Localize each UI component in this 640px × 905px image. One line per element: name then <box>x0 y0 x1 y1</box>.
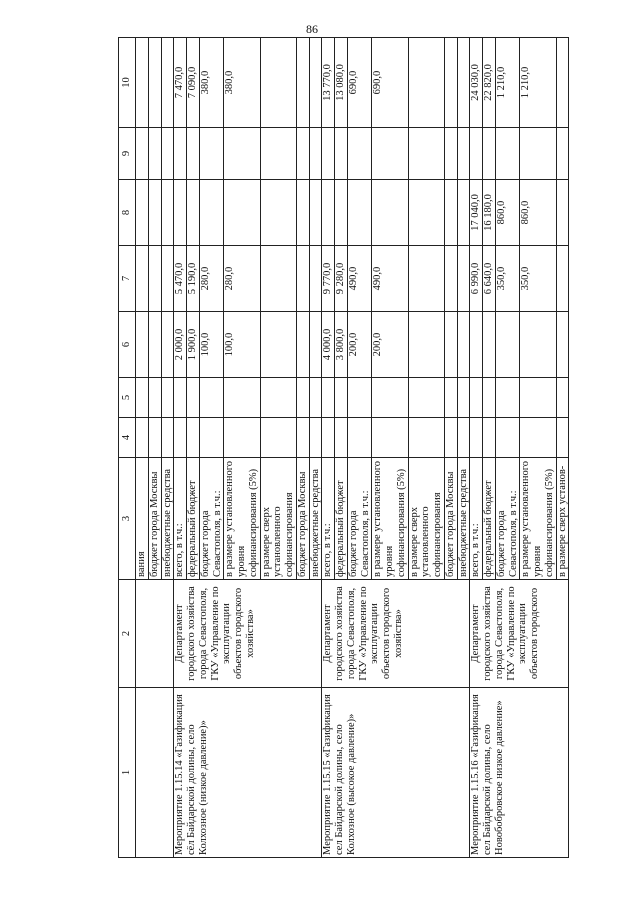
cell-col5 <box>520 378 556 418</box>
amount-c9 <box>495 128 520 180</box>
cell-col4 <box>372 418 408 458</box>
source-of-funding: бюджет города Москвы <box>148 458 161 580</box>
cell-col5 <box>224 378 260 418</box>
table-row <box>322 38 335 858</box>
table-row <box>136 38 149 858</box>
cell-col5 <box>347 378 372 418</box>
amount-c9 <box>260 128 296 180</box>
amount-c9 <box>224 128 260 180</box>
amount-c7: 350,0 <box>495 246 520 312</box>
cell-col4 <box>335 418 348 458</box>
source-of-funding: всего, в т.ч.: <box>174 458 187 580</box>
amount-c9 <box>335 128 348 180</box>
amount-c10 <box>136 38 149 128</box>
column-header: 2 <box>119 580 136 688</box>
source-of-funding: в размере установленного уровня софинансирования (5%) <box>520 458 556 580</box>
amount-c8: 860,0 <box>495 180 520 246</box>
cell-col4 <box>495 418 520 458</box>
column-header: 7 <box>119 246 136 312</box>
table-body <box>136 38 569 858</box>
amount-c8 <box>347 180 372 246</box>
amount-c10: 13 080,0 <box>335 38 348 128</box>
amount-c10 <box>408 38 444 128</box>
amount-c6 <box>260 312 296 378</box>
cell-col4 <box>260 418 296 458</box>
amount-c9 <box>556 128 569 180</box>
amount-c6: 2 000,0 <box>174 312 187 378</box>
column-header: 8 <box>119 180 136 246</box>
amount-c8 <box>372 180 408 246</box>
amount-c8 <box>136 180 149 246</box>
amount-c9 <box>187 128 200 180</box>
amount-c6: 100,0 <box>224 312 260 378</box>
amount-c9 <box>296 128 309 180</box>
column-header: 10 <box>119 38 136 128</box>
cell-col4 <box>322 418 335 458</box>
column-header: 3 <box>119 458 136 580</box>
cell-col5 <box>457 378 470 418</box>
amount-c8 <box>187 180 200 246</box>
cell-col4 <box>483 418 496 458</box>
amount-c8: 17 040,0 <box>470 180 483 246</box>
source-of-funding: в размере сверх установ- <box>556 458 569 580</box>
amount-c10 <box>457 38 470 128</box>
amount-c6 <box>309 312 322 378</box>
column-header: 5 <box>119 378 136 418</box>
amount-c9 <box>309 128 322 180</box>
measure-name: Мероприятие 1.15.15 «Газификация сел Байдарской долины, село Колхозное (высокое давление)» <box>322 688 470 858</box>
source-of-funding: федеральный бюджет <box>335 458 348 580</box>
cell-col4 <box>224 418 260 458</box>
amount-c8 <box>408 180 444 246</box>
source-of-funding: в размере сверх установленного софинансирования <box>260 458 296 580</box>
amount-c9 <box>444 128 457 180</box>
cell-col4 <box>296 418 309 458</box>
table-row <box>470 38 483 858</box>
amount-c7 <box>136 246 149 312</box>
amount-c10: 380,0 <box>224 38 260 128</box>
amount-c9 <box>136 128 149 180</box>
source-of-funding: бюджет города Москвы <box>296 458 309 580</box>
amount-c8 <box>148 180 161 246</box>
amount-c6 <box>161 312 174 378</box>
cell-col5 <box>174 378 187 418</box>
cell-col5 <box>309 378 322 418</box>
cell-col5 <box>322 378 335 418</box>
amount-c6 <box>457 312 470 378</box>
amount-c9 <box>470 128 483 180</box>
amount-c9 <box>322 128 335 180</box>
amount-c7: 490,0 <box>372 246 408 312</box>
amount-c8 <box>161 180 174 246</box>
amount-c7 <box>296 246 309 312</box>
cell-col5 <box>187 378 200 418</box>
amount-c6 <box>136 312 149 378</box>
page-number: 86 <box>306 22 318 36</box>
amount-c10 <box>161 38 174 128</box>
amount-c7: 9 770,0 <box>322 246 335 312</box>
amount-c10: 24 030,0 <box>470 38 483 128</box>
cell-col4 <box>309 418 322 458</box>
cell-col4 <box>408 418 444 458</box>
amount-c8 <box>322 180 335 246</box>
amount-c10 <box>309 38 322 128</box>
amount-c10: 7 090,0 <box>187 38 200 128</box>
amount-c6: 1 900,0 <box>187 312 200 378</box>
funding-table <box>118 37 569 858</box>
amount-c8 <box>260 180 296 246</box>
amount-c8: 860,0 <box>520 180 556 246</box>
amount-c9 <box>408 128 444 180</box>
amount-c9 <box>372 128 408 180</box>
amount-c7 <box>260 246 296 312</box>
cell-col5 <box>483 378 496 418</box>
amount-c6: 100,0 <box>199 312 224 378</box>
amount-c7: 280,0 <box>224 246 260 312</box>
amount-c8 <box>335 180 348 246</box>
amount-c8 <box>457 180 470 246</box>
amount-c6 <box>520 312 556 378</box>
cell-col4 <box>520 418 556 458</box>
continued-col2 <box>136 580 174 688</box>
source-of-funding: всего, в т.ч.: <box>470 458 483 580</box>
source-of-funding: внебюджетные средства <box>161 458 174 580</box>
cell-col4 <box>174 418 187 458</box>
source-of-funding: федеральный бюджет <box>187 458 200 580</box>
continued-col1 <box>136 688 174 858</box>
source-of-funding: бюджет города Севастополя, в т.ч.: <box>495 458 520 580</box>
amount-c9 <box>457 128 470 180</box>
amount-c6: 200,0 <box>347 312 372 378</box>
cell-col5 <box>148 378 161 418</box>
cell-col4 <box>136 418 149 458</box>
measure-name: Мероприятие 1.15.16 «Газификация сел Байдарской долины, село Новобобровское низкое давление» <box>470 688 569 858</box>
amount-c7: 350,0 <box>520 246 556 312</box>
cell-col5 <box>444 378 457 418</box>
source-of-funding: внебюджетные средства <box>309 458 322 580</box>
amount-c10: 1 210,0 <box>495 38 520 128</box>
measure-executor: Департамент городского хозяйства города Севастополя, ГКУ «Управление по эксплуатации объектов городского <box>470 580 569 688</box>
amount-c7: 5 470,0 <box>174 246 187 312</box>
measure-executor: Департамент городского хозяйства города Севастополя, ГКУ «Управление по эксплуатации объектов городского хозяйства» <box>322 580 470 688</box>
source-of-funding: в размере установленного уровня софинансирования (5%) <box>224 458 260 580</box>
amount-c7: 6 640,0 <box>483 246 496 312</box>
cell-col5 <box>335 378 348 418</box>
cell-col5 <box>161 378 174 418</box>
cell-col5 <box>199 378 224 418</box>
source-of-funding: бюджет города Севастополя, в т.ч.: <box>347 458 372 580</box>
column-header: 9 <box>119 128 136 180</box>
amount-c6 <box>148 312 161 378</box>
amount-c10: 690,0 <box>347 38 372 128</box>
rotated-table-container <box>118 38 568 858</box>
table-row <box>174 38 187 858</box>
cell-col4 <box>444 418 457 458</box>
amount-c8 <box>296 180 309 246</box>
amount-c7 <box>309 246 322 312</box>
amount-c7 <box>556 246 569 312</box>
cell-col5 <box>556 378 569 418</box>
amount-c6 <box>556 312 569 378</box>
amount-c10: 13 770,0 <box>322 38 335 128</box>
amount-c8 <box>556 180 569 246</box>
amount-c9 <box>347 128 372 180</box>
amount-c6: 200,0 <box>372 312 408 378</box>
amount-c7: 6 990,0 <box>470 246 483 312</box>
cell-col5 <box>470 378 483 418</box>
cell-col4 <box>199 418 224 458</box>
amount-c8 <box>309 180 322 246</box>
amount-c6 <box>296 312 309 378</box>
amount-c10 <box>296 38 309 128</box>
amount-c7: 280,0 <box>199 246 224 312</box>
amount-c9 <box>520 128 556 180</box>
cell-col4 <box>347 418 372 458</box>
cell-col5 <box>372 378 408 418</box>
source-of-funding: федеральный бюджет <box>483 458 496 580</box>
amount-c10: 1 210,0 <box>520 38 556 128</box>
cell-col4 <box>161 418 174 458</box>
amount-c10 <box>260 38 296 128</box>
amount-c9 <box>161 128 174 180</box>
amount-c7: 490,0 <box>347 246 372 312</box>
amount-c10: 7 470,0 <box>174 38 187 128</box>
source-of-funding: всего, в т.ч.: <box>322 458 335 580</box>
cell-col5 <box>260 378 296 418</box>
source-of-funding: бюджет города Москвы <box>444 458 457 580</box>
amount-c9 <box>483 128 496 180</box>
source-of-funding: в размере установленного уровня софинансирования (5%) <box>372 458 408 580</box>
cell-col5 <box>136 378 149 418</box>
rotated-table-viewport <box>118 38 568 858</box>
measure-executor: Департамент городского хозяйства города Севастополя, ГКУ «Управление по эксплуатации объектов городского хозяйства» <box>174 580 322 688</box>
source-of-funding: внебюджетные средства <box>457 458 470 580</box>
measure-name: Мероприятие 1.15.14 «Газификация сёл Байдарской долины, село Колхозное (низкое давление)» <box>174 688 322 858</box>
amount-c10: 380,0 <box>199 38 224 128</box>
column-header: 4 <box>119 418 136 458</box>
column-number-row <box>119 38 136 858</box>
amount-c7 <box>148 246 161 312</box>
cell-col5 <box>408 378 444 418</box>
amount-c7 <box>161 246 174 312</box>
cell-col4 <box>556 418 569 458</box>
source-of-funding: в размере сверх установленного софинансирования <box>408 458 444 580</box>
amount-c10 <box>148 38 161 128</box>
amount-c10 <box>444 38 457 128</box>
amount-c7 <box>444 246 457 312</box>
amount-c10 <box>556 38 569 128</box>
amount-c6 <box>408 312 444 378</box>
amount-c7 <box>408 246 444 312</box>
amount-c9 <box>174 128 187 180</box>
amount-c8 <box>444 180 457 246</box>
source-of-funding: вания <box>136 458 149 580</box>
amount-c9 <box>199 128 224 180</box>
amount-c9 <box>148 128 161 180</box>
amount-c6: 3 800,0 <box>335 312 348 378</box>
amount-c8 <box>199 180 224 246</box>
amount-c10: 690,0 <box>372 38 408 128</box>
cell-col4 <box>470 418 483 458</box>
amount-c10: 22 820,0 <box>483 38 496 128</box>
cell-col4 <box>187 418 200 458</box>
amount-c8: 16 180,0 <box>483 180 496 246</box>
amount-c6: 4 000,0 <box>322 312 335 378</box>
column-header: 6 <box>119 312 136 378</box>
cell-col4 <box>148 418 161 458</box>
amount-c6 <box>444 312 457 378</box>
source-of-funding: бюджет города Севастополя, в т.ч.: <box>199 458 224 580</box>
amount-c7 <box>457 246 470 312</box>
amount-c7: 5 190,0 <box>187 246 200 312</box>
amount-c6 <box>470 312 483 378</box>
amount-c7: 9 280,0 <box>335 246 348 312</box>
cell-col4 <box>457 418 470 458</box>
amount-c6 <box>483 312 496 378</box>
amount-c8 <box>174 180 187 246</box>
amount-c8 <box>224 180 260 246</box>
amount-c6 <box>495 312 520 378</box>
cell-col5 <box>296 378 309 418</box>
column-header: 1 <box>119 688 136 858</box>
cell-col5 <box>495 378 520 418</box>
